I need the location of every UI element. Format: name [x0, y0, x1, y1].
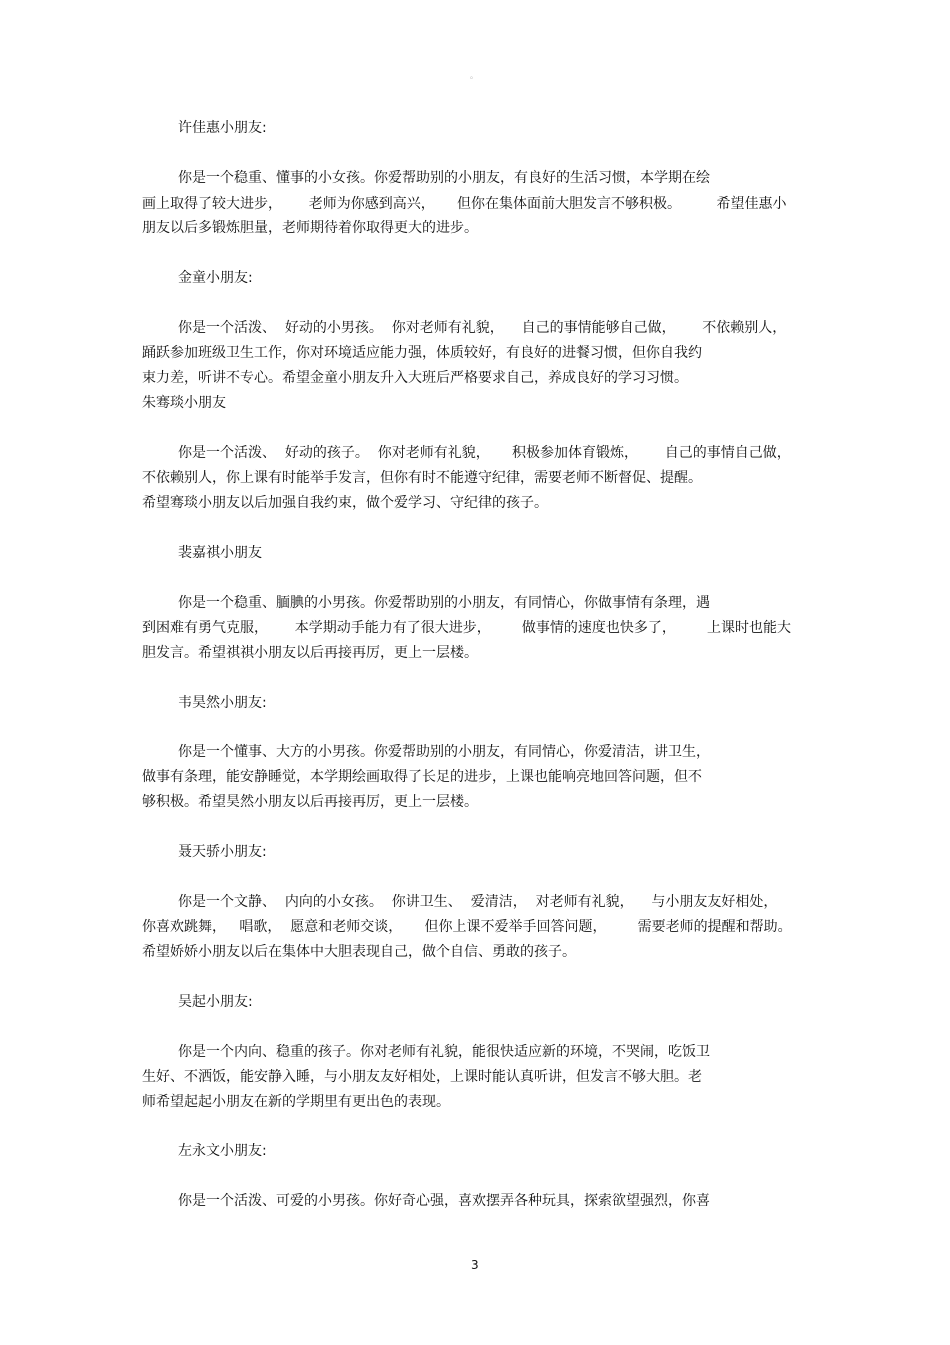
student-heading: 许佳惠小朋友: [178, 120, 267, 136]
student-heading: 左永文小朋友: [178, 1143, 267, 1159]
student-heading: 聂天骄小朋友: [178, 844, 267, 860]
comment-line: 踊跃参加班级卫生工作，你对环境适应能力强，体质较好，有良好的进餐习惯，但你自我约 [142, 345, 702, 361]
student-heading: 韦昊然小朋友: [178, 695, 267, 711]
student-heading: 吴起小朋友: [178, 994, 253, 1010]
comment-line: 你是一个内向、稳重的孩子。你对老师有礼貌，能很快适应新的环境，不哭闹，吃饭卫 [178, 1044, 710, 1060]
comment-line: 到困难有勇气克服， 本学期动手能力有了很大进步， 做事情的速度也快多了， 上课时也能大 [142, 620, 792, 636]
comment-line: 你是一个文静、 内向的小女孩。 你讲卫生、 爱清洁， 对老师有礼貌， 与小朋友友好相处， [178, 894, 778, 910]
comment-line: 你是一个活泼、 好动的孩子。 你对老师有礼貌， 积极参加体育锻炼， 自己的事情自己做， [178, 445, 791, 461]
comment-line: 希望骞琰小朋友以后加强自我约束，做个爱学习、守纪律的孩子。 [142, 495, 548, 511]
student-heading: 朱骞琰小朋友 [142, 395, 226, 411]
comment-line: 不依赖别人，你上课有时能举手发言，但你有时不能遵守纪律，需要老师不断督促、提醒。 [142, 470, 702, 486]
comment-line: 你喜欢跳舞， 唱歌， 愿意和老师交谈， 但你上课不爱举手回答问题， 需要老师的提醒和帮助。 [142, 919, 792, 935]
comment-line: 你是一个稳重、腼腆的小男孩。你爱帮助别的小朋友，有同情心，你做事情有条理，遇 [178, 595, 710, 611]
comment-line: 你是一个懂事、大方的小男孩。你爱帮助别的小朋友，有同情心，你爱清洁，讲卫生， [178, 744, 710, 760]
comment-line: 希望娇娇小朋友以后在集体中大胆表现自己，做个自信、勇敢的孩子。 [142, 944, 576, 960]
header-mark: 。 [470, 71, 478, 80]
comment-line: 你是一个稳重、懂事的小女孩。你爱帮助别的小朋友，有良好的生活习惯，本学期在绘 [178, 170, 710, 186]
comment-line: 你是一个活泼、 好动的小男孩。 你对老师有礼貌， 自己的事情能够自己做， 不依赖别人， [178, 320, 787, 336]
comment-line: 画上取得了较大进步， 老师为你感到高兴， 但你在集体面前大胆发言不够积极。 希望佳惠小 [142, 196, 787, 212]
comment-line: 够积极。希望昊然小朋友以后再接再厉，更上一层楼。 [142, 794, 478, 810]
comment-line: 胆发言。希望祺祺小朋友以后再接再厉，更上一层楼。 [142, 645, 478, 661]
student-heading: 裴嘉祺小朋友 [178, 545, 262, 561]
comment-line: 做事有条理，能安静睡觉，本学期绘画取得了长足的进步，上课也能响亮地回答问题，但不 [142, 769, 702, 785]
comment-line: 朋友以后多锻炼胆量，老师期待着你取得更大的进步。 [142, 220, 478, 236]
comment-line: 你是一个活泼、可爱的小男孩。你好奇心强，喜欢摆弄各种玩具，探索欲望强烈，你喜 [178, 1193, 710, 1209]
student-heading: 金童小朋友: [178, 270, 253, 286]
comment-line: 生好、不洒饭，能安静入睡，与小朋友友好相处，上课时能认真听讲，但发言不够大胆。老 [142, 1069, 702, 1085]
comment-line: 束力差，听讲不专心。希望金童小朋友升入大班后严格要求自己，养成良好的学习习惯。 [142, 370, 688, 386]
comment-line: 师希望起起小朋友在新的学期里有更出色的表现。 [142, 1094, 450, 1110]
page-number: 3 [471, 1258, 479, 1272]
